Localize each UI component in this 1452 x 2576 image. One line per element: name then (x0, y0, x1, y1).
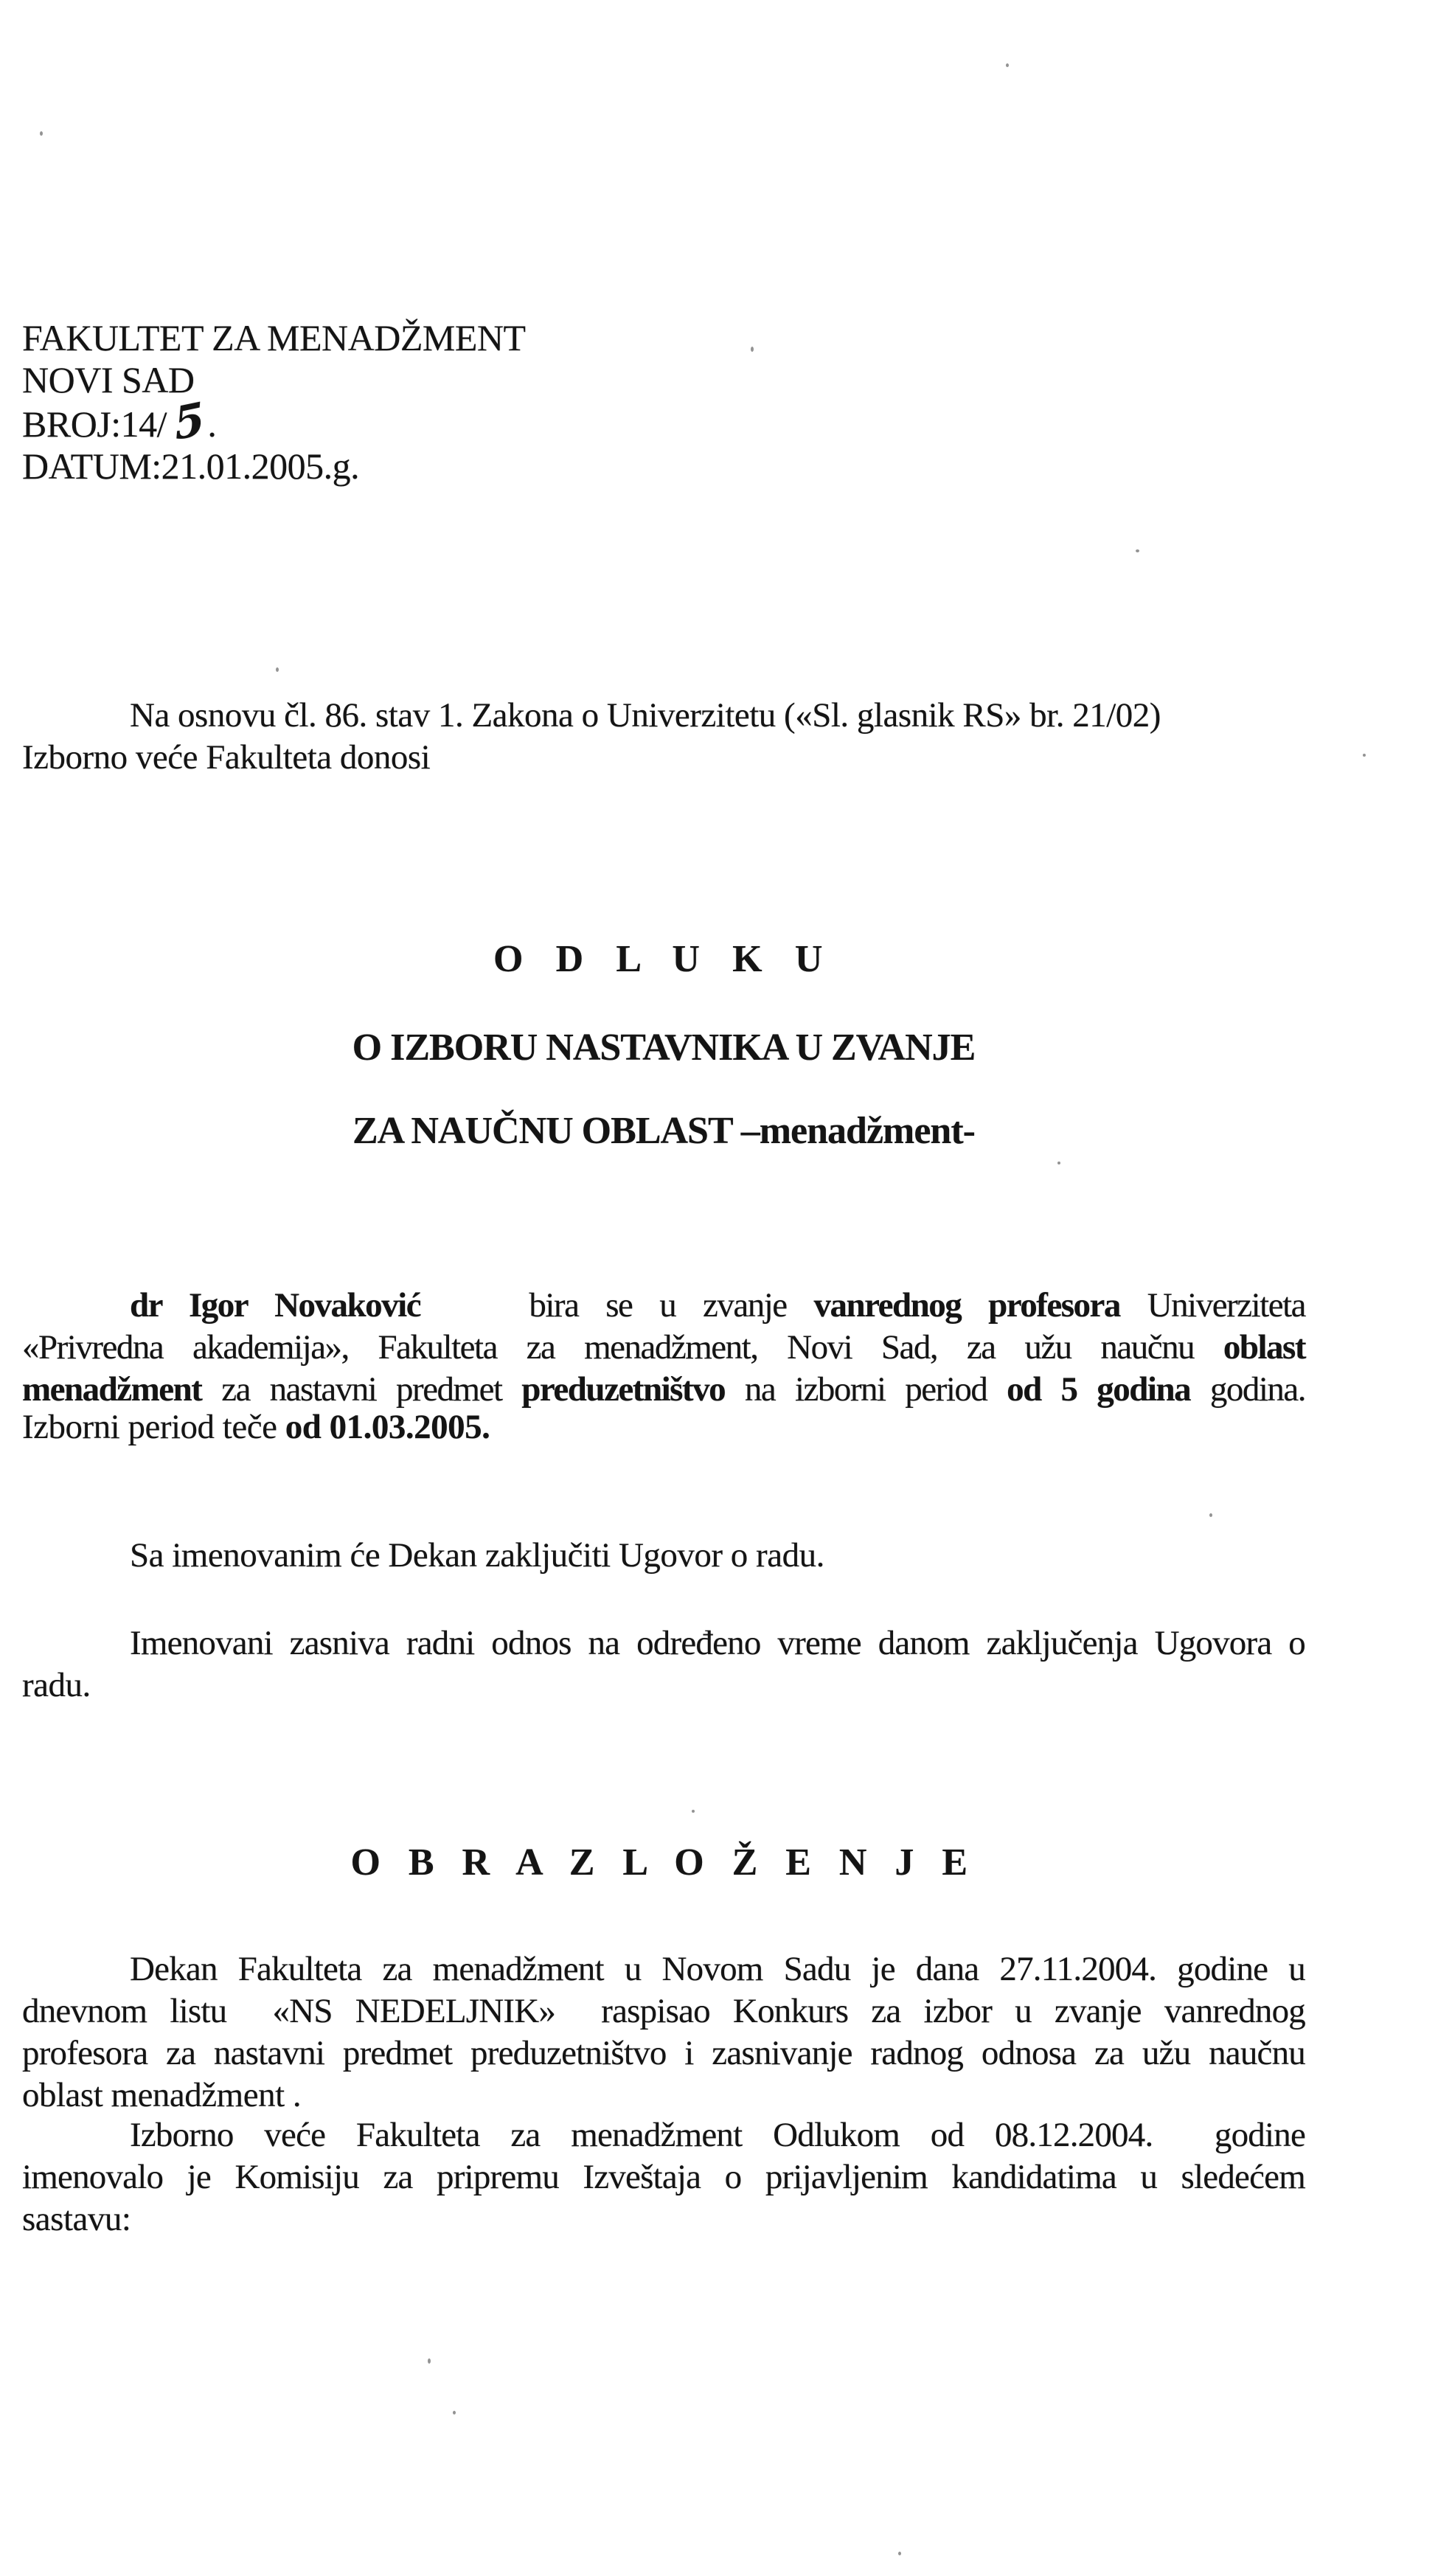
preamble-line1: Na osnovu čl. 86. stav 1. Zakona o Univerzitetu («Sl. glasnik RS» br. 21/02) (130, 696, 1161, 735)
bold-run: preduzetništvo (521, 1370, 726, 1409)
document-number-line (22, 392, 1305, 451)
scan-speckle (692, 1810, 695, 1813)
text-line: imenovalo je Komisiju za pripremu Izveštaja o prijavljenim kandidatima u sledećem (22, 2158, 1305, 2196)
scan-speckle (1006, 63, 1009, 67)
rationale-paragraph-1 (22, 1948, 1305, 2075)
appointment-paragraph (22, 1285, 1305, 1411)
contract-note: Sa imenovanim će Dekan zaključiti Ugovor o radu. (130, 1536, 824, 1575)
election-period-line (22, 1406, 1305, 1448)
bold-run: vanrednog profesora (813, 1286, 1120, 1325)
scan-speckle (1057, 1162, 1060, 1164)
preamble (22, 695, 1305, 779)
decision-title: O D L U K U (493, 938, 834, 980)
rationale-heading: O B R A Z L O Ž E N J E (350, 1841, 977, 1884)
text-line: dnevnom listu «NS NEDELJNIK» raspisao Konkurs za izbor u zvanje vanrednog (22, 1992, 1305, 2030)
scan-speckle (453, 2411, 456, 2414)
institution-name: FAKULTET ZA MENADŽMENT (22, 317, 526, 358)
scan-speckle (428, 2358, 431, 2364)
bold-run: od 5 godina (1007, 1370, 1191, 1409)
text-line: Izborno veće Fakulteta za menadžment Odlukom od 08.12.2004. godine (130, 2116, 1305, 2154)
rationale-paragraph-2 (22, 2114, 1305, 2198)
rationale-paragraph-2-lastline: sastavu: (22, 2200, 131, 2238)
text-run: godina. (1190, 1370, 1306, 1409)
scan-speckle (1363, 754, 1366, 757)
institution-city: NOVI SAD (22, 359, 195, 400)
document-date-line: DATUM:21.01.2005.g. (22, 445, 360, 487)
scan-speckle (1209, 1513, 1212, 1517)
handwritten-number: 5 (171, 392, 207, 451)
rationale-paragraph-1-lastline: oblast menadžment . (22, 2076, 302, 2114)
text-run: Univerziteta (1119, 1286, 1305, 1325)
text-run: bira se u zvanje (420, 1286, 814, 1325)
scan-speckle (1136, 549, 1139, 552)
text-line: Dekan Fakulteta za menadžment u Novom Sadu je dana 27.11.2004. godine u (130, 1950, 1305, 1988)
text-line: profesora za nastavni predmet preduzetništvo i zasnivanje radnog odnosa za užu naučnu (22, 2034, 1305, 2072)
scan-speckle (276, 667, 279, 672)
scan-speckle (898, 2552, 901, 2555)
preamble-line2: Izborno veće Fakulteta donosi (22, 738, 431, 777)
text-run: Izborni period teče (22, 1408, 285, 1446)
scan-speckle (751, 347, 754, 352)
document-number-suffix: . (207, 403, 217, 445)
bold-run: menadžment (22, 1370, 202, 1409)
employment-paragraph-line1: Imenovani zasniva radni odnos na određeno vreme danom zaključenja Ugovora o (130, 1624, 1305, 1662)
employment-paragraph-line2: radu. (22, 1666, 91, 1704)
scan-speckle (40, 131, 43, 136)
decision-subtitle-2: ZA NAUČNU OBLAST –menadžment- (352, 1110, 975, 1152)
decision-subtitle-1: O IZBORU NASTAVNIKA U ZVANJE (352, 1027, 976, 1069)
bold-run: oblast (1223, 1328, 1305, 1367)
bold-run: dr Igor Novaković (130, 1286, 421, 1325)
text-run: za nastavni predmet (201, 1370, 522, 1409)
document-number-label: BROJ:14/ (22, 403, 167, 445)
bold-run: od 01.03.2005. (285, 1408, 490, 1446)
text-run: na izborni period (725, 1370, 1007, 1409)
letterhead (22, 317, 1305, 487)
text-run: «Privredna akademija», Fakulteta za menadžment, Novi Sad, za užu naučnu (22, 1328, 1223, 1367)
